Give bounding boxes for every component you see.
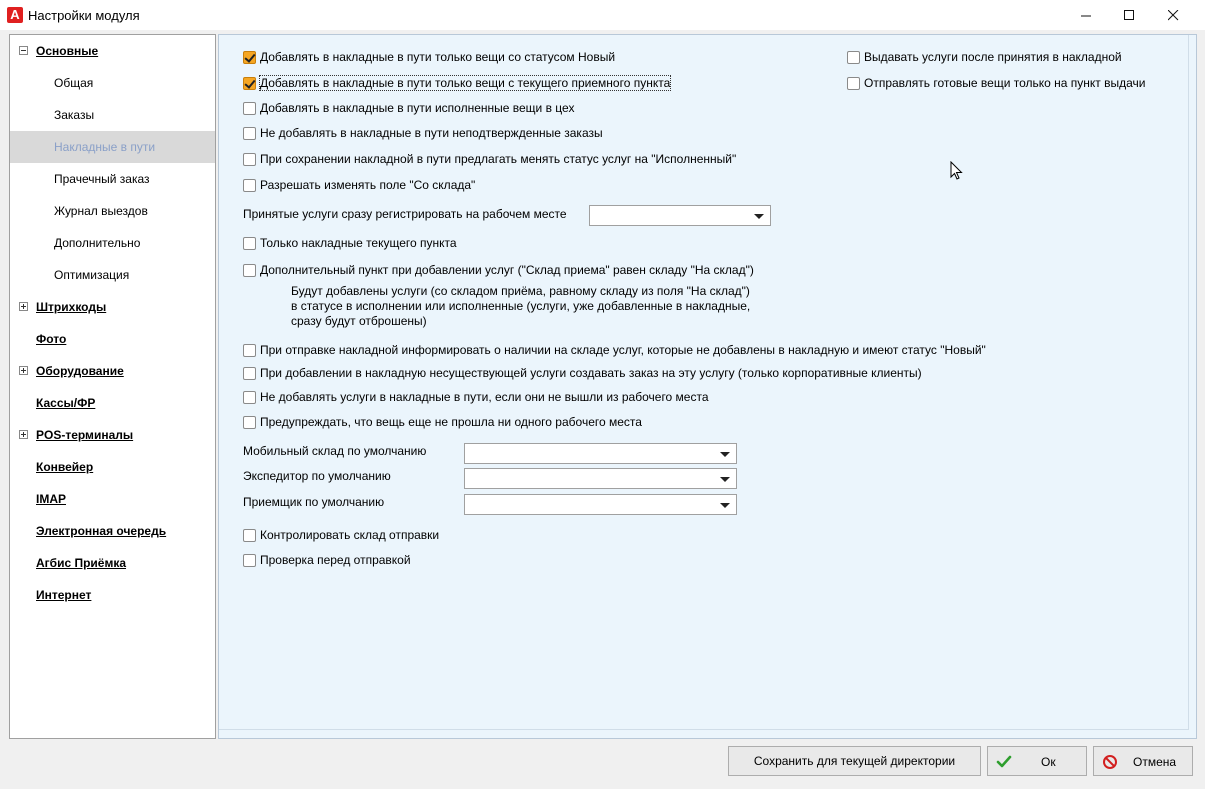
- tree-item-label: Кассы/ФР: [36, 396, 96, 410]
- expand-plus-icon[interactable]: [19, 430, 28, 439]
- checkbox-extra-point[interactable]: [243, 261, 754, 279]
- close-icon: [1168, 10, 1179, 21]
- checkbox-box[interactable]: [243, 416, 256, 429]
- tree-item-label: Основные: [36, 44, 99, 58]
- tree-item-label: Оптимизация: [54, 268, 130, 282]
- checkbox-change-status-done[interactable]: [243, 150, 736, 168]
- tree-item-label: POS-терминалы: [36, 428, 134, 442]
- tree-item-label: Электронная очередь: [36, 524, 167, 538]
- tree-item[interactable]: [10, 99, 215, 131]
- tree-item[interactable]: [10, 387, 215, 419]
- checkbox-label: При добавлении в накладную несуществующей услуги создавать заказ на эту услугу (только корпоративные клиенты): [260, 366, 922, 380]
- window-client: [0, 30, 1205, 789]
- mobile-stock-combo[interactable]: [464, 443, 737, 464]
- checkbox-control-send-stock[interactable]: [243, 526, 439, 544]
- tree-item[interactable]: [10, 419, 215, 451]
- register-workplace-label: Принятые услуги сразу регистрировать на рабочем месте: [243, 207, 567, 221]
- checkbox-box[interactable]: [847, 51, 860, 64]
- maximize-button[interactable]: [1106, 0, 1152, 30]
- tree-item-label: Заказы: [54, 108, 95, 122]
- minimize-icon: [1081, 10, 1092, 21]
- checkbox-current-point[interactable]: [243, 74, 670, 92]
- checkmark-icon: [996, 754, 1012, 770]
- minimize-button[interactable]: [1063, 0, 1109, 30]
- checkbox-label: При сохранении накладной в пути предлагать менять статус услуг на "Исполненный": [260, 152, 737, 166]
- checkbox-allow-edit-from-stock[interactable]: [243, 176, 475, 194]
- mouse-cursor-icon: [950, 161, 964, 181]
- button-label: Сохранить для текущей директории: [753, 754, 956, 768]
- checkbox-label: Не добавлять услуги в накладные в пути, если они не вышли из рабочего места: [260, 390, 709, 404]
- tree-item-label: Прачечный заказ: [54, 172, 150, 186]
- receiver-label: Приемщик по умолчанию: [243, 495, 385, 509]
- checkbox-box[interactable]: [847, 77, 860, 90]
- save-current-dir-button[interactable]: [728, 746, 981, 776]
- tree-item[interactable]: [10, 291, 215, 323]
- tree-item[interactable]: [10, 195, 215, 227]
- receiver-combo[interactable]: [464, 494, 737, 515]
- tree-item-label: Конвейер: [36, 460, 94, 474]
- settings-panel: [218, 34, 1197, 739]
- expeditor-combo[interactable]: [464, 468, 737, 489]
- tree-item[interactable]: [10, 259, 215, 291]
- tree-item[interactable]: [10, 163, 215, 195]
- checkbox-box[interactable]: [243, 102, 256, 115]
- tree-item[interactable]: [10, 131, 215, 163]
- checkbox-status-new[interactable]: [243, 48, 615, 66]
- ok-button[interactable]: [987, 746, 1087, 776]
- checkbox-not-left-workplace[interactable]: [243, 388, 709, 406]
- button-label: Отмена: [1133, 755, 1177, 769]
- checkbox-only-current-point[interactable]: [243, 234, 457, 252]
- cancel-button[interactable]: [1093, 746, 1193, 776]
- checkbox-box[interactable]: [243, 179, 256, 192]
- checkbox-label: При отправке накладной информировать о наличии на складе услуг, которые не добавлены в накладную и имеют статус "Новый": [260, 343, 986, 357]
- checkbox-box[interactable]: [243, 77, 256, 90]
- no-entry-icon: [1102, 754, 1118, 770]
- checkbox-box[interactable]: [243, 127, 256, 140]
- register-workplace-combo[interactable]: [589, 205, 771, 226]
- tree-item[interactable]: [10, 323, 215, 355]
- checkbox-box[interactable]: [243, 51, 256, 64]
- checkbox-box[interactable]: [243, 391, 256, 404]
- checkbox-check-before-send[interactable]: [243, 551, 411, 569]
- checkbox-label: Добавлять в накладные в пути только вещи со статусом Новый: [260, 50, 616, 64]
- app-logo-icon: A: [7, 7, 23, 23]
- checkbox-unconfirmed-orders[interactable]: [243, 124, 603, 142]
- checkbox-label: Добавлять в накладные в пути исполненные вещи в цех: [260, 101, 575, 115]
- checkbox-label: Не добавлять в накладные в пути неподтвержденные заказы: [260, 126, 603, 140]
- chevron-down-icon[interactable]: [754, 214, 764, 219]
- checkbox-box[interactable]: [243, 554, 256, 567]
- chevron-down-icon[interactable]: [720, 503, 730, 508]
- checkbox-box[interactable]: [243, 264, 256, 277]
- checkbox-box[interactable]: [243, 367, 256, 380]
- tree-item-label: Журнал выездов: [54, 204, 148, 218]
- checkbox-done-to-workshop[interactable]: [243, 99, 574, 117]
- button-label: Ок: [1041, 755, 1056, 769]
- checkbox-label: Отправлять готовые вещи только на пункт выдачи: [864, 76, 1146, 90]
- tree-item[interactable]: [10, 579, 215, 611]
- checkbox-box[interactable]: [243, 237, 256, 250]
- checkbox-label: Предупреждать, что вещь еще не прошла ни одного рабочего места: [260, 415, 642, 429]
- tree-item[interactable]: [10, 67, 215, 99]
- tree-item[interactable]: [10, 35, 215, 67]
- maximize-icon: [1124, 10, 1135, 21]
- expand-plus-icon[interactable]: [19, 366, 28, 375]
- checkbox-label: Дополнительный пункт при добавлении услуг ("Склад приема" равен складу "На склад"): [260, 263, 754, 277]
- checkbox-create-order-nonexistent[interactable]: [243, 364, 922, 382]
- tree-item[interactable]: [10, 451, 215, 483]
- close-button[interactable]: [1150, 0, 1196, 30]
- extra-point-note: [291, 284, 750, 329]
- tree-item-label: Агбис Приёмка: [36, 556, 127, 570]
- checkbox-label: Контролировать склад отправки: [260, 528, 440, 542]
- checkbox-label: Выдавать услуги после принятия в накладной: [864, 50, 1122, 64]
- expeditor-label: Экспедитор по умолчанию: [243, 469, 391, 483]
- tree-item-label: Общая: [54, 76, 94, 90]
- tree-item[interactable]: [10, 515, 215, 547]
- mobile-stock-label: Мобильный склад по умолчанию: [243, 444, 427, 458]
- tree-item[interactable]: [10, 355, 215, 387]
- checkbox-warn-no-workplace[interactable]: [243, 413, 642, 431]
- note-line: в статусе в исполнении или исполненные (услуги, уже добавленные в накладные,: [291, 299, 751, 313]
- window-title: Настройки модуля: [28, 8, 140, 23]
- tree-item-label: Дополнительно: [54, 236, 141, 250]
- tree-item-label: IMAP: [36, 492, 66, 506]
- settings-tree[interactable]: [9, 34, 216, 739]
- checkbox-box[interactable]: [243, 529, 256, 542]
- checkbox-box[interactable]: [243, 153, 256, 166]
- checkbox-box[interactable]: [243, 344, 256, 357]
- tree-item-label: Интернет: [36, 588, 92, 602]
- tree-item-label: Накладные в пути: [54, 140, 156, 154]
- title-bar: [0, 0, 1205, 30]
- tree-item[interactable]: [10, 227, 215, 259]
- checkbox-ready-to-issue-point[interactable]: [847, 74, 1146, 92]
- tree-item-label: Оборудование: [36, 364, 124, 378]
- expand-plus-icon[interactable]: [19, 302, 28, 311]
- tree-item-label: Штрихкоды: [36, 300, 107, 314]
- checkbox-label: Разрешать изменять поле "Со склада": [260, 178, 476, 192]
- checkbox-issue-after-accept[interactable]: [847, 48, 1122, 66]
- checkbox-label: Проверка перед отправкой: [260, 553, 411, 567]
- tree-item-label: Фото: [36, 332, 67, 346]
- chevron-down-icon[interactable]: [720, 452, 730, 457]
- checkbox-inform-not-added[interactable]: [243, 341, 986, 359]
- checkbox-label: Только накладные текущего пункта: [260, 236, 457, 250]
- tree-item[interactable]: [10, 547, 215, 579]
- tree-item[interactable]: [10, 483, 215, 515]
- chevron-down-icon[interactable]: [720, 477, 730, 482]
- note-line: сразу будут отброшены): [291, 314, 427, 328]
- collapse-minus-icon[interactable]: [19, 46, 28, 55]
- settings-panel-inner: [219, 35, 1189, 730]
- note-line: Будут добавлены услуги (со складом приёма, равному складу из поля "На склад"): [291, 284, 750, 298]
- checkbox-label: Добавлять в накладные в пути только вещи с текущего приемного пункта: [260, 76, 671, 90]
